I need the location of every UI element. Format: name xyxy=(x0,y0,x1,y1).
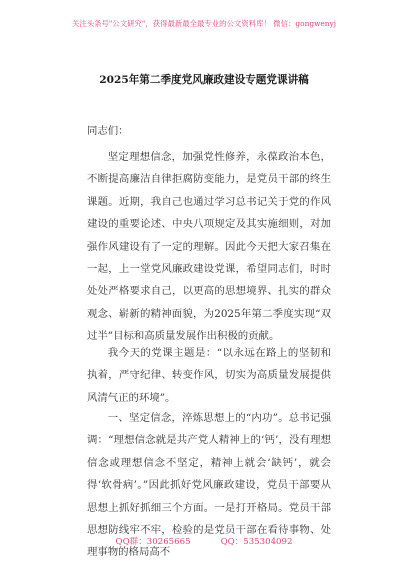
footer-qq-group: QQ群：30265665 xyxy=(115,537,191,547)
header-note: 关注头条号"公文研究"，获得最新最全最专业的公文资料库！ 微信：gongwenyj xyxy=(71,19,337,28)
footer-contact xyxy=(0,535,408,547)
paragraph-theme: 我今天的党课主题是：“以永远在路上的坚韧和执着，严守纪律、转变作风，切实为高质量发展提供风清气正的环境”。 xyxy=(87,347,331,404)
paragraph-section-one: 一、坚定信念，淬炼思想上的“内功”。总书记强调：“理想信念就是共产党人精神上的‘钙’，没有理想信念或理想信念不坚定，精神上就会‘缺钙’，就会得‘软骨病’。”因此抓好党风廉政建设，党员干部要从思想上抓好抓细三个方面。一是打开格局。党员干部思想防线牢不牢，检验的是党员干部在看待事物、处理事物的格局高不 xyxy=(87,412,331,559)
paragraph-intro: 坚定理想信念，加强党性修养，永葆政治本色，不断提高廉洁自律拒腐防变能力，是党员干部的终生课题。近期，我自己也通过学习总书记关于党的作风建设的重要论述、中央八项规定及其实施细则，对加强作风建设有了一定的理解。因此今天把大家召集在一起，上一堂党风廉政建设党课，希望同志们，时时处处严格要求自己，以更高的思想境界、扎实的群众观念、崭新的精神面貌，为2025年第二季度实现“双过半”目标和高质量发展作出积极的贡献。 xyxy=(87,151,331,343)
document-title: 2025年第二季度党风廉政建设专题党课讲稿 xyxy=(99,74,309,86)
greeting: 同志们： xyxy=(87,125,129,137)
footer-qq: QQ：535304092 xyxy=(220,537,293,547)
